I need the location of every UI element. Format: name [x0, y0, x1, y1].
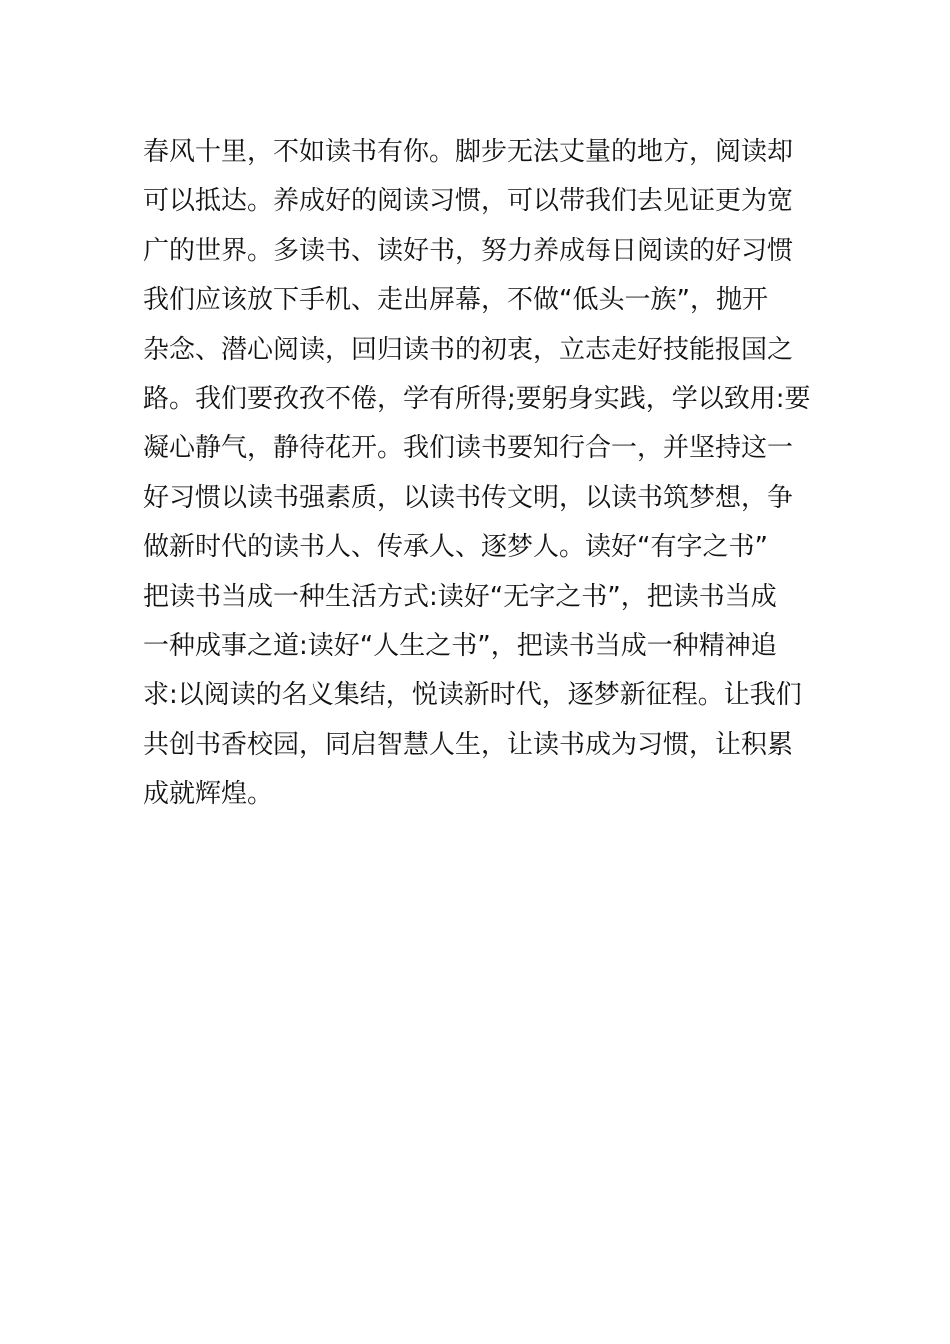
text-line: 一种成事之道:读好“人生之书”，把读书当成一种精神追	[143, 630, 777, 661]
text-line: 做新时代的读书人、传承人、逐梦人。读好“有字之书”	[143, 532, 768, 563]
text-line: 把读书当成一种生活方式:读好“无字之书”，把读书当成	[143, 581, 777, 612]
text-line: 广的世界。多读书、读好书，努力养成每日阅读的好习惯	[143, 235, 794, 266]
body-paragraph	[143, 128, 823, 819]
text-line: 春风十里，不如读书有你。脚步无法丈量的地方，阅读却	[143, 137, 794, 167]
text-line: 路。我们要孜孜不倦，学有所得;要躬身实践，学以致用:要	[143, 383, 811, 414]
text-line: 好习惯以读书强素质，以读书传文明，以读书筑梦想，争	[143, 482, 794, 513]
text-line: 成就辉煌。	[143, 779, 274, 810]
text-line: 可以抵达。养成好的阅读习惯，可以带我们去见证更为宽	[143, 186, 794, 217]
text-line: 凝心静气，静待花开。我们读书要知行合一，并坚持这一	[143, 433, 794, 464]
text-line: 共创书香校园，同启智慧人生，让读书成为习惯，让积累	[143, 729, 794, 760]
text-line: 我们应该放下手机、走出屏幕，不做“低头一族”，抛开	[143, 285, 768, 316]
text-line: 求:以阅读的名义集结，悦读新时代，逐梦新征程。让我们	[143, 680, 802, 711]
text-line: 杂念、潜心阅读，回归读书的初衷，立志走好技能报国之	[143, 334, 794, 365]
